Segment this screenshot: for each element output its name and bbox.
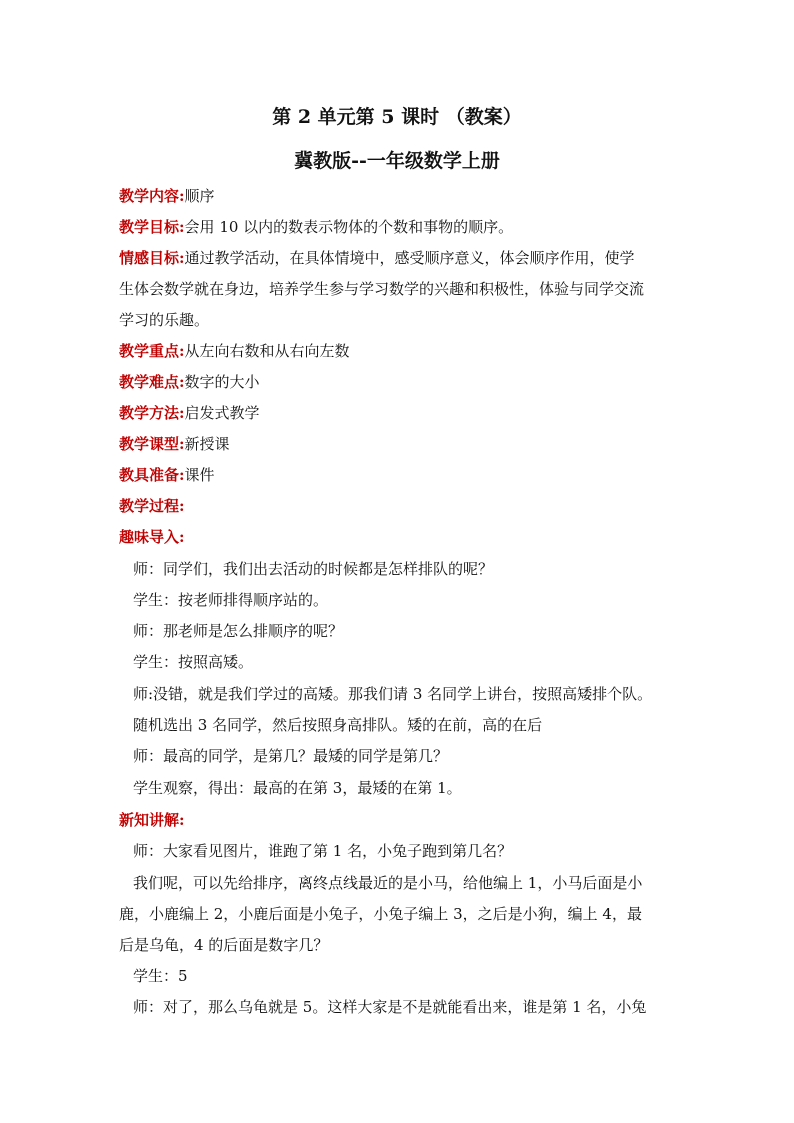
dialogue-line: 学生观察，得出：最高的在第 3，最矮的在第 1。	[133, 779, 462, 797]
dialogue-line: 师：最高的同学，是第几？最矮的同学是第几？	[133, 747, 449, 765]
dialogue-line: 我们呢，可以先给排序，离终点线最近的是小马，给他编上 1，小马后面是小	[133, 874, 643, 892]
document-title: 第 2 单元第 5 课时 （教案）	[272, 106, 522, 128]
field-teaching-content	[119, 186, 215, 206]
field-key-point	[119, 341, 350, 361]
process-heading: 教学过程:	[119, 497, 185, 515]
field-label: 教学内容:	[119, 187, 185, 205]
dialogue-line: 学生：5	[133, 967, 188, 985]
dialogue-line: 后是乌龟，4 的后面是数字几？	[119, 936, 329, 954]
field-value: 新授课	[184, 435, 230, 453]
field-emotion-goal	[119, 248, 635, 268]
paragraph-line: 学习的乐趣。	[119, 311, 210, 329]
field-value: 启发式教学	[184, 404, 260, 422]
field-value: 从左向右数和从右向左数	[184, 342, 350, 360]
dialogue-line: 师：大家看见图片，谁跑了第 1 名，小兔子跑到第几名？	[133, 842, 513, 860]
field-label: 教学课型:	[119, 435, 185, 453]
section-heading-new-knowledge: 新知讲解:	[119, 811, 185, 829]
field-lesson-type	[119, 434, 230, 454]
field-value: 通过教学活动，在具体情境中，感受顺序意义，体会顺序作用，使学	[184, 249, 635, 267]
field-difficulty	[119, 372, 260, 392]
field-label: 教学方法:	[119, 404, 185, 422]
dialogue-line: 师：那老师是怎么排顺序的呢？	[133, 622, 344, 640]
field-label: 教具准备:	[119, 466, 185, 484]
dialogue-line: 学生：按照高矮。	[133, 653, 254, 671]
field-value: 顺序	[184, 187, 215, 205]
dialogue-line: 鹿，小鹿编上 2，小鹿后面是小兔子，小兔子编上 3，之后是小狗，编上 4，最	[119, 905, 642, 923]
field-label: 情感目标:	[119, 249, 185, 267]
field-method	[119, 403, 260, 423]
document-subtitle: 冀教版--一年级数学上册	[294, 150, 500, 172]
field-materials	[119, 465, 215, 485]
field-teaching-goal	[119, 217, 513, 237]
field-label: 教学重点:	[119, 342, 185, 360]
field-label: 教学难点:	[119, 373, 185, 391]
field-value: 课件	[184, 466, 215, 484]
dialogue-line: 师：同学们，我们出去活动的时候都是怎样排队的呢？	[133, 560, 494, 578]
dialogue-line: 随机选出 3 名同学，然后按照身高排队。矮的在前，高的在后	[133, 716, 543, 734]
section-heading-intro: 趣味导入:	[119, 528, 185, 546]
field-value: 数字的大小	[184, 373, 260, 391]
paragraph-line: 生体会数学就在身边，培养学生参与学习数学的兴趣和积极性，体验与同学交流	[119, 280, 645, 298]
field-value: 会用 10 以内的数表示物体的个数和事物的顺序。	[184, 218, 514, 236]
dialogue-line: 师：对了，那么乌龟就是 5。这样大家是不是就能看出来，谁是第 1 名，小兔	[133, 998, 647, 1016]
dialogue-line: 师:没错，就是我们学过的高矮。那我们请 3 名同学上讲台，按照高矮排个队。	[133, 685, 653, 703]
dialogue-line: 学生：按老师排得顺序站的。	[133, 591, 329, 609]
field-label: 教学目标:	[119, 218, 185, 236]
